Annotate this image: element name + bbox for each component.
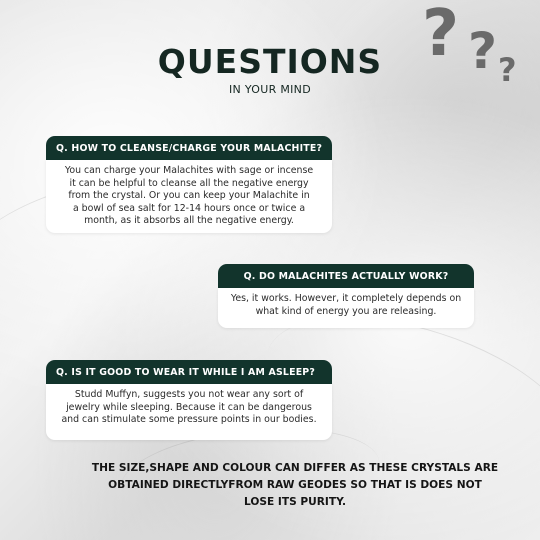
question-mark-medium: ? <box>468 22 498 80</box>
answer-line: You can charge your Malachites with sage or incense <box>64 165 314 176</box>
answer-line: a bowl of sea salt for 12-14 hours once or twice a <box>72 202 306 214</box>
faq-answer <box>46 384 332 440</box>
answer-line: and can stimulate some pressure points in our bodies. <box>61 414 317 426</box>
answer-line: it can be helpful to cleanse all the negative energy <box>69 177 309 189</box>
faq-answer <box>218 288 474 328</box>
answer-line: month, as it absorbs all the negative energy. <box>84 215 294 227</box>
question-mark-large: ? <box>422 0 460 71</box>
answer-line: what kind of energy you are releasing. <box>255 305 437 317</box>
faq-answer <box>46 160 332 233</box>
disclaimer-line: LOSE ITS PURITY. <box>243 496 347 508</box>
faq-question: Q. IS IT GOOD TO WEAR IT WHILE I AM ASLEEP? <box>46 360 332 384</box>
faq-card <box>46 136 332 233</box>
disclaimer-line: THE SIZE,SHAPE AND COLOUR CAN DIFFER AS THESE CRYSTALS ARE <box>91 462 499 474</box>
disclaimer-text <box>70 460 520 511</box>
faq-question: Q. DO MALACHITES ACTUALLY WORK? <box>218 264 474 288</box>
faq-question: Q. HOW TO CLEANSE/CHARGE YOUR MALACHITE? <box>46 136 332 160</box>
question-mark-small: ? <box>498 51 517 89</box>
disclaimer-line: OBTAINED DIRECTLYFROM RAW GEODES SO THAT IS DOES NOT <box>108 479 482 491</box>
answer-line: Studd Muffyn, suggests you not wear any sort of <box>74 389 304 400</box>
faq-card <box>46 360 332 440</box>
answer-line: Yes, it works. However, it completely depends on <box>230 293 462 304</box>
answer-line: from the crystal. Or you can keep your Malachite in <box>68 190 310 202</box>
answer-line: jewelry while sleeping. Because it can be dangerous <box>66 401 312 413</box>
page-title: QUESTIONS <box>157 42 383 81</box>
faq-card <box>218 264 474 328</box>
page-subtitle: IN YOUR MIND <box>229 83 311 96</box>
